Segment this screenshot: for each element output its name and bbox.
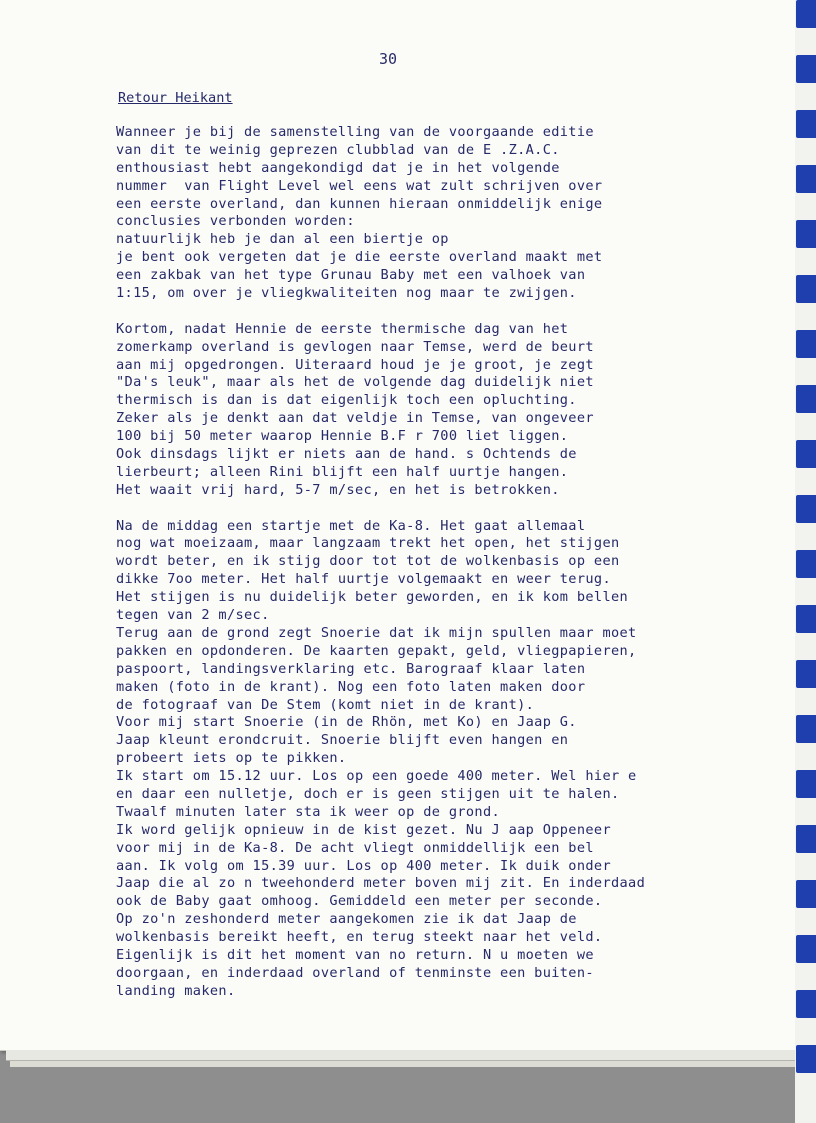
binding-comb-tooth <box>796 770 816 798</box>
text-line: maken (foto in de krant). Nog een foto laten maken door <box>116 678 586 695</box>
binding-comb-tooth <box>796 550 816 578</box>
text-line: voor mij in de Ka-8. De acht vliegt onmiddellijk een bel <box>116 839 594 856</box>
text-line: dikke 7oo meter. Het half uurtje volgemaakt en weer terug. <box>116 571 611 588</box>
text-line: de fotograaf van De Stem (komt niet in de krant). <box>116 696 535 713</box>
text-line: tegen van 2 m/sec. <box>116 607 270 624</box>
binding-comb-tooth <box>796 110 816 138</box>
text-line: je bent ook vergeten dat je die eerste overland maakt met <box>116 249 603 266</box>
text-line: enthousiast hebt aangekondigd dat je in het volgende <box>116 159 560 176</box>
binding-comb-tooth <box>796 330 816 358</box>
text-line: 100 bij 50 meter waarop Hennie B.F r 700 liet liggen. <box>116 428 569 445</box>
text-line: "Da's leuk", maar als het de volgende dag duidelijk niet <box>116 374 594 391</box>
text-line: landing maken. <box>116 982 236 999</box>
text-line: 1:15, om over je vliegkwaliteiten nog maar te zwijgen. <box>116 285 577 302</box>
text-line: Eigenlijk is dit het moment van no return. N u moeten we <box>116 946 594 963</box>
binding-comb-tooth <box>796 220 816 248</box>
text-line: Zeker als je denkt aan dat veldje in Temse, van ongeveer <box>116 410 594 427</box>
text-line: conclusies verbonden worden: <box>116 213 355 230</box>
paragraph-gap <box>116 500 756 518</box>
text-line: Ik start om 15.12 uur. Los op een goede 400 meter. Wel hier e <box>116 768 637 785</box>
paragraph <box>116 518 756 1001</box>
text-line: Jaap kleunt erondcruit. Snoerie blijft even hangen en <box>116 732 569 749</box>
article-title: Retour Heikant <box>118 90 233 106</box>
text-line: nummer van Flight Level wel eens wat zult schrijven over <box>116 177 603 194</box>
text-line: doorgaan, en inderdaad overland of tenminste een buiten- <box>116 964 594 981</box>
text-line: en daar een nulletje, doch er is geen stijgen uit te halen. <box>116 785 620 802</box>
binding-comb-tooth <box>796 660 816 688</box>
text-line: een zakbak van het type Grunau Baby met een valhoek van <box>116 267 586 284</box>
text-line: Terug aan de grond zegt Snoerie dat ik mijn spullen maar moet <box>116 624 637 641</box>
comb-binding <box>795 0 816 1123</box>
text-line: Kortom, nadat Hennie de eerste thermische dag van het <box>116 320 569 337</box>
text-line: aan mij opgedrongen. Uiteraard houd je je groot, je zegt <box>116 356 594 373</box>
binding-comb-tooth <box>796 715 816 743</box>
text-line: nog wat moeizaam, maar langzaam trekt het open, het stijgen <box>116 535 620 552</box>
text-line: natuurlijk heb je dan al een biertje op <box>116 231 449 248</box>
text-line: Op zo'n zeshonderd meter aangekomen zie ik dat Jaap de <box>116 911 577 928</box>
binding-comb-tooth <box>796 385 816 413</box>
article-body <box>116 124 756 1001</box>
text-line: Het stijgen is nu duidelijk beter geworden, en ik kom bellen <box>116 589 629 606</box>
text-line: aan. Ik volg om 15.39 uur. Los op 400 meter. Ik duik onder <box>116 857 611 874</box>
text-line: paspoort, landingsverklaring etc. Barograaf klaar laten <box>116 660 586 677</box>
binding-comb-tooth <box>796 55 816 83</box>
text-line: ook de Baby gaat omhoog. Gemiddeld een meter per seconde. <box>116 893 603 910</box>
text-line: lierbeurt; alleen Rini blijft een half uurtje hangen. <box>116 463 569 480</box>
text-line: wolkenbasis bereikt heeft, en terug steekt naar het veld. <box>116 929 603 946</box>
stacked-page-edge <box>6 1050 795 1061</box>
binding-comb-tooth <box>796 935 816 963</box>
binding-comb-tooth <box>796 1045 816 1073</box>
paragraph <box>116 321 756 500</box>
binding-comb-tooth <box>796 880 816 908</box>
paragraph <box>116 124 756 303</box>
text-line: Wanneer je bij de samenstelling van de voorgaande editie <box>116 124 594 140</box>
page-number: 30 <box>379 50 398 68</box>
text-line: probeert iets op te pikken. <box>116 750 347 767</box>
text-line: Ik word gelijk opnieuw in de kist gezet. Nu J aap Oppeneer <box>116 821 611 838</box>
text-line: zomerkamp overland is gevlogen naar Temse, werd de beurt <box>116 338 594 355</box>
binding-comb-tooth <box>796 275 816 303</box>
paragraph-gap <box>116 303 756 321</box>
text-line: Na de middag een startje met de Ka-8. Het gaat allemaal <box>116 517 586 534</box>
text-line: een eerste overland, dan kunnen hieraan onmiddelijk enige <box>116 195 603 212</box>
stacked-page-edge <box>10 1061 795 1067</box>
binding-comb-tooth <box>796 605 816 633</box>
text-line: Jaap die al zo n tweehonderd meter boven mij zit. En inderdaad <box>116 875 646 892</box>
text-line: thermisch is dan is dat eigenlijk toch een opluchting. <box>116 392 577 409</box>
text-line: pakken en opdonderen. De kaarten gepakt, geld, vliegpapieren, <box>116 642 637 659</box>
binding-comb-tooth <box>796 165 816 193</box>
text-line: wordt beter, en ik stijg door tot tot de wolkenbasis op een <box>116 553 620 570</box>
binding-comb-tooth <box>796 440 816 468</box>
binding-comb-tooth <box>796 495 816 523</box>
text-line: Twaalf minuten later sta ik weer op de grond. <box>116 803 501 820</box>
binding-comb-tooth <box>796 990 816 1018</box>
text-line: van dit te weinig geprezen clubblad van de E .Z.A.C. <box>116 141 560 158</box>
binding-comb-tooth <box>796 0 816 28</box>
text-line: Voor mij start Snoerie (in de Rhön, met Ko) en Jaap G. <box>116 714 577 731</box>
binding-comb-tooth <box>796 825 816 853</box>
text-line: Ook dinsdags lijkt er niets aan de hand. s Ochtends de <box>116 446 577 463</box>
text-line: Het waait vrij hard, 5-7 m/sec, en het is betrokken. <box>116 481 560 498</box>
